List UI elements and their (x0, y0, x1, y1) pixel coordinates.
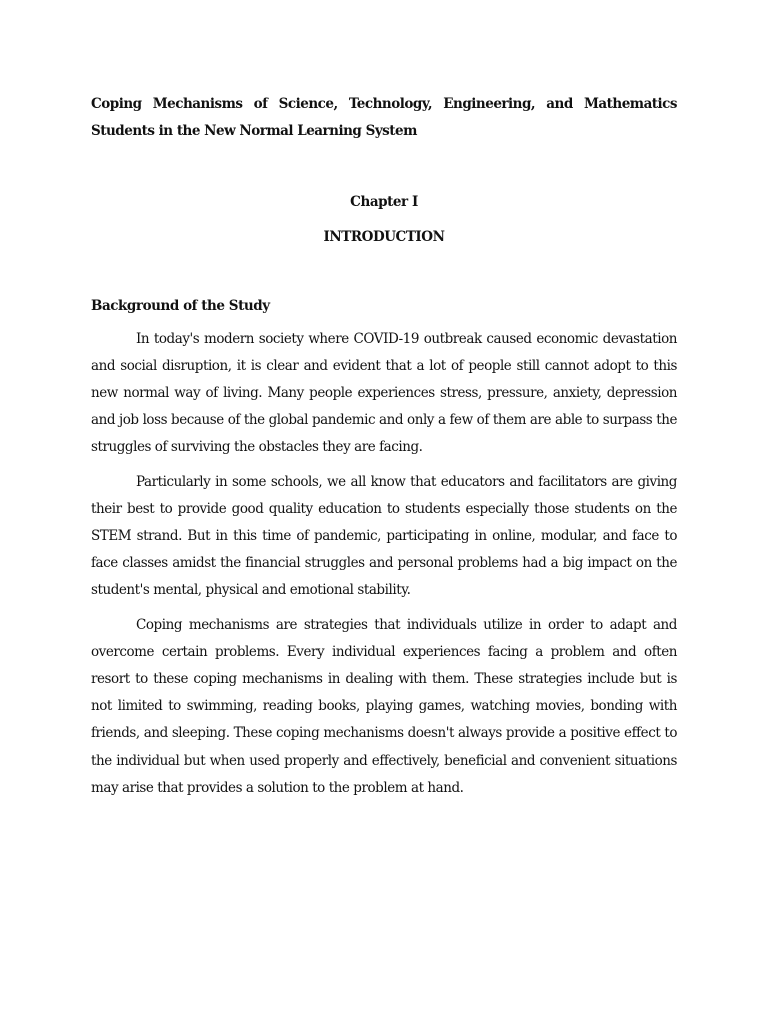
paragraph: Particularly in some schools, we all know that educators and facilitators are giving their best to provide good quality education to students especially those students on the STEM strand. But in this time of pandemic, participating in online, modular, and face to face classes amidst the financial struggles and personal problems had a big impact on the student's mental, physical and emotional stability. (91, 473, 677, 599)
paragraph: In today's modern society where COVID-19 outbreak caused economic devastation and social disruption, it is clear and evident that a lot of people still cannot adopt to this new normal way of living. Many people experiences stress, pressure, anxiety, depression and job loss because of the global pandemic and only a few of them are able to surpass the struggles of surviving the obstacles they are facing. (91, 330, 677, 456)
chapter-number: Chapter I (350, 194, 418, 210)
chapter-title: INTRODUCTION (323, 229, 445, 246)
document-title: Coping Mechanisms of Science, Technology, Engineering, and Mathematics Students in the New Normal Learning System (91, 96, 677, 139)
paragraph: Coping mechanisms are strategies that individuals utilize in order to adapt and overcome certain problems. Every individual experiences facing a problem and often resort to these coping mechanisms in dealing with them. These strategies include but is not limited to swimming, reading books, playing games, watching movies, bonding with friends, and sleeping. These coping mechanisms doesn't always provide a positive effect to the individual but when used properly and effectively, beneficial and convenient situations may arise that provides a solution to the problem at hand. (91, 616, 677, 796)
document-page (91, 91, 677, 802)
section-heading: Background of the Study (91, 298, 270, 315)
